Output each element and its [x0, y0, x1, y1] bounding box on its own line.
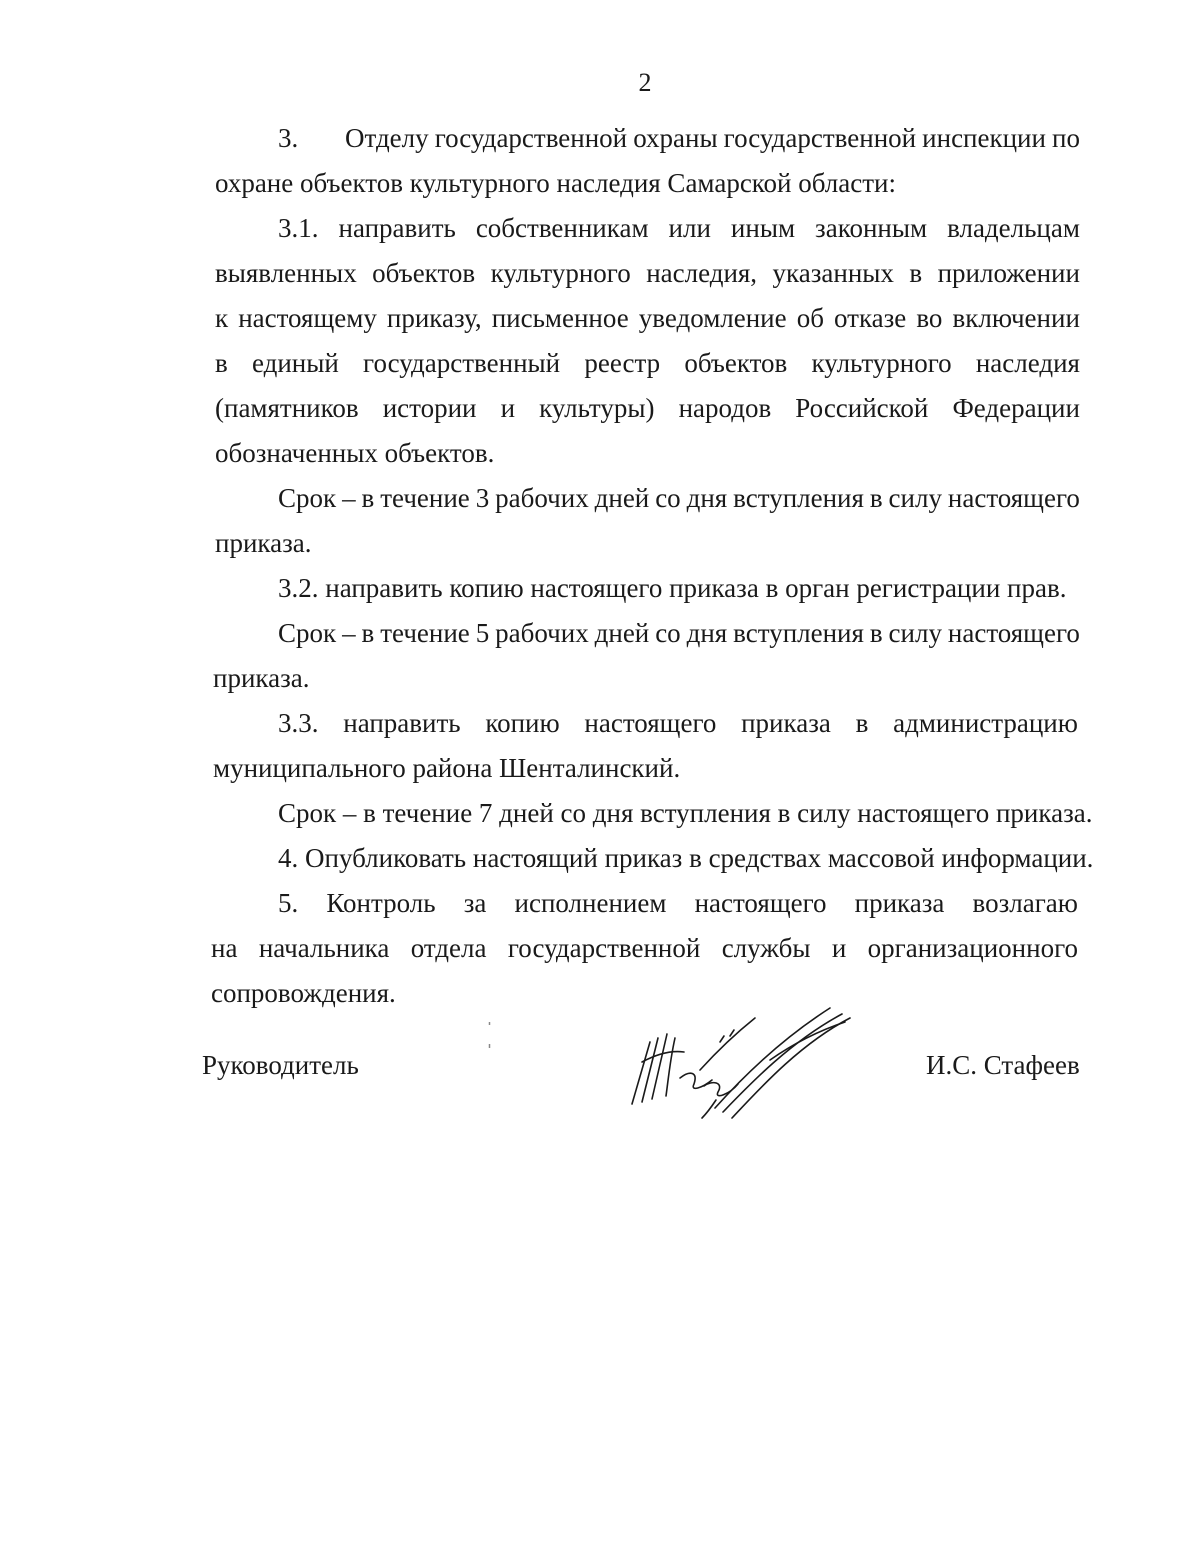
word: наследия,: [646, 258, 758, 288]
word: в: [361, 483, 375, 513]
word: приказа: [854, 888, 945, 918]
word: приказа: [741, 708, 831, 738]
word: начальника: [258, 933, 390, 963]
word: рабочих: [495, 483, 589, 513]
word: возлагаю: [972, 888, 1078, 918]
word: выявленных: [215, 258, 357, 288]
deadline1-line2: приказа.: [215, 528, 312, 558]
word: или: [668, 213, 711, 243]
word: Срок: [278, 483, 337, 513]
word: дней: [594, 618, 650, 648]
word: течение: [380, 483, 470, 513]
word: государственной: [507, 933, 701, 963]
word: и: [831, 933, 847, 963]
item3-3-line2: муниципального района Шенталинский.: [213, 753, 681, 783]
word: дня: [686, 618, 728, 648]
word: отказе: [834, 303, 907, 333]
word: течение: [380, 618, 470, 648]
word: 5: [475, 618, 490, 648]
word: со: [655, 618, 681, 648]
word: письменное: [491, 303, 629, 333]
item4: 4. Опубликовать настоящий приказ в средствах массовой информации.: [278, 843, 1094, 873]
item3-line1: [345, 123, 1080, 153]
item3-2: 3.2. направить копию настоящего приказа в орган регистрации прав.: [278, 573, 1067, 603]
word: иным: [730, 213, 796, 243]
word: государственный: [363, 348, 561, 378]
word: на: [211, 933, 238, 963]
word: со: [655, 483, 681, 513]
word: копию: [485, 708, 560, 738]
word: государственной: [434, 123, 628, 153]
word: 3: [475, 483, 490, 513]
item3-1-line5: [215, 393, 1080, 423]
word: реестр: [584, 348, 661, 378]
word: законным: [815, 213, 928, 243]
item3-1-line1: [278, 213, 1080, 243]
item5-line2: [211, 933, 1078, 963]
word: объектов: [372, 258, 476, 288]
word: во: [916, 303, 943, 333]
word: вступления: [733, 618, 864, 648]
word: об: [796, 303, 824, 333]
word: народов: [678, 393, 772, 423]
word: 3.3.: [278, 708, 319, 738]
word: исполнением: [514, 888, 667, 918]
word: наследия: [975, 348, 1080, 378]
word: охраны: [633, 123, 718, 153]
item3-1-line3: [215, 303, 1080, 333]
word: направить: [343, 708, 461, 738]
word: инспекции: [922, 123, 1046, 153]
item3-line2: охране объектов культурного наследия Самарской области:: [215, 168, 896, 198]
word: включении: [952, 303, 1080, 333]
word: приказу,: [386, 303, 482, 333]
word: организационного: [867, 933, 1078, 963]
deadline2-line2: приказа.: [213, 663, 310, 693]
item3-1-line2: [215, 258, 1080, 288]
word: и: [500, 393, 516, 423]
word: к: [215, 303, 229, 333]
word: указанных: [772, 258, 894, 288]
deadline1-line1: [278, 483, 1080, 513]
scan-mark: [488, 1022, 491, 1050]
word: в: [869, 618, 883, 648]
word: владельцам: [947, 213, 1080, 243]
item3-1-line6: обозначенных объектов.: [215, 438, 495, 468]
word: настоящего: [947, 618, 1080, 648]
word: в: [361, 618, 375, 648]
word: уведомление: [638, 303, 787, 333]
word: объектов: [684, 348, 788, 378]
item3-1-line4: [215, 348, 1080, 378]
word: настоящего: [947, 483, 1080, 513]
word: в: [909, 258, 923, 288]
word: –: [342, 618, 356, 648]
item3-3-line1: [278, 708, 1078, 738]
word: отдела: [410, 933, 487, 963]
word: культурного: [811, 348, 952, 378]
item5-line1: [278, 888, 1078, 918]
word: силу: [888, 483, 942, 513]
word: Российской: [795, 393, 929, 423]
word: (памятников: [215, 393, 359, 423]
word: культуры): [539, 393, 655, 423]
word: Отделу: [345, 123, 429, 153]
word: государственной: [723, 123, 917, 153]
word: истории: [382, 393, 477, 423]
word: Контроль: [326, 888, 436, 918]
word: по: [1052, 123, 1080, 153]
word: дня: [686, 483, 728, 513]
page-number: 2: [638, 68, 652, 97]
word: силу: [888, 618, 942, 648]
item3-number: 3.: [278, 123, 299, 153]
handwritten-signature: [620, 1000, 860, 1130]
word: администрацию: [893, 708, 1078, 738]
word: 3.1.: [278, 213, 319, 243]
word: службы: [721, 933, 811, 963]
word: Федерации: [952, 393, 1080, 423]
word: в: [215, 348, 228, 378]
word: направить: [338, 213, 456, 243]
signatory-name: И.С. Стафеев: [926, 1050, 1080, 1080]
word: настоящего: [694, 888, 827, 918]
word: за: [463, 888, 487, 918]
word: Срок: [278, 618, 337, 648]
word: 5.: [278, 888, 299, 918]
word: культурного: [490, 258, 631, 288]
signatory-position: Руководитель: [202, 1050, 359, 1080]
deadline3: Срок – в течение 7 дней со дня вступления в силу настоящего приказа.: [278, 798, 1093, 828]
word: рабочих: [495, 618, 589, 648]
word: настоящему: [238, 303, 377, 333]
word: в: [855, 708, 869, 738]
item5-line3: сопровождения.: [211, 978, 396, 1008]
word: собственникам: [475, 213, 649, 243]
word: единый: [251, 348, 339, 378]
word: вступления: [733, 483, 864, 513]
word: дней: [594, 483, 650, 513]
deadline2-line1: [278, 618, 1080, 648]
word: в: [869, 483, 883, 513]
word: настоящего: [584, 708, 717, 738]
word: приложении: [937, 258, 1080, 288]
word: –: [342, 483, 356, 513]
